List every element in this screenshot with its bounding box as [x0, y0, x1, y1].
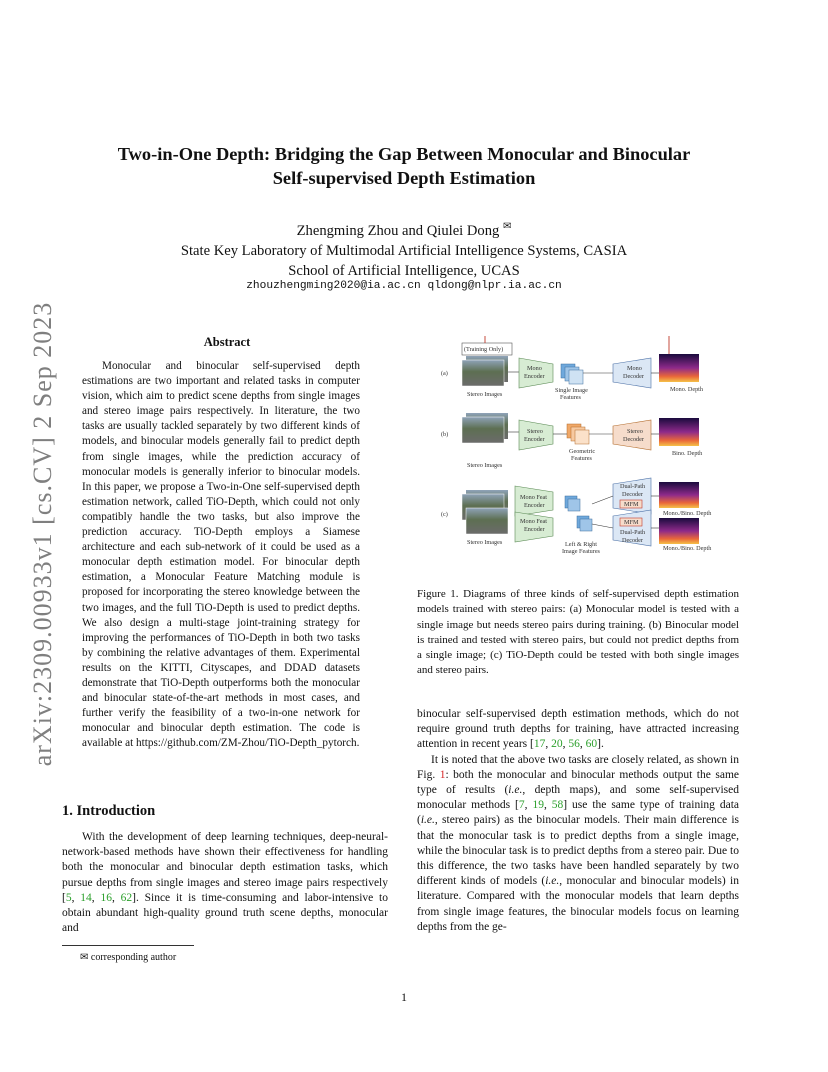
- citation-link[interactable]: 7: [518, 799, 525, 812]
- citation-link[interactable]: 19: [532, 799, 544, 812]
- author-names-line: [60, 217, 748, 241]
- footnote-text: corresponding author: [90, 952, 177, 963]
- mfm-label: MFM: [624, 501, 639, 508]
- title-line-1: Two-in-One Depth: Bridging the Gap Between Monocular and Binocular: [117, 144, 691, 164]
- stereo-decoder-label-2: Decoder: [623, 436, 644, 443]
- citation-link[interactable]: 62: [120, 891, 133, 904]
- mono-bino-depth-label-b: Mono./Bino. Depth: [663, 545, 712, 552]
- dual-path-decoder-label-b2: Decoder: [622, 537, 643, 544]
- affiliation-2: School of Artificial Intelligence, UCAS: [288, 262, 520, 279]
- arxiv-stamp: arXiv:2309.00933v1 [cs.CV] 2 Sep 2023: [28, 301, 57, 767]
- footnote-divider: [62, 945, 194, 946]
- figure-1-diagram: [437, 336, 727, 558]
- mfm-label-b: MFM: [624, 519, 639, 526]
- right-column-text: [417, 707, 739, 935]
- stereo-image-thumb: [462, 360, 504, 386]
- stereo-images-label-b: Stereo Images: [467, 462, 503, 469]
- abstract-heading: Abstract: [203, 335, 251, 349]
- page-number: 1: [401, 990, 407, 1004]
- stereo-encoder-label: Stereo: [527, 428, 543, 435]
- mono-feat-encoder-label: Mono Feat: [520, 494, 547, 501]
- citation-link[interactable]: 16: [100, 891, 112, 904]
- stereo-encoder-block: [519, 420, 553, 450]
- author-names: Zhengming Zhou and Qiulei Dong: [296, 222, 500, 239]
- mono-decoder-label: Mono: [627, 365, 642, 372]
- paper-title: [60, 142, 748, 190]
- title-line-2: Self-supervised Depth Estimation: [272, 168, 536, 188]
- affiliation-1: State Key Laboratory of Multimodal Artificial Intelligence Systems, CASIA: [180, 242, 628, 259]
- row-label-c: (c): [441, 511, 448, 518]
- training-only-label: (Training Only): [464, 346, 504, 353]
- citation-link[interactable]: 17: [533, 738, 546, 751]
- bino-depth-map: [659, 418, 699, 446]
- citation-link[interactable]: 60: [585, 738, 598, 751]
- mono-encoder-label: Mono: [527, 365, 542, 372]
- corresponding-envelope-icon: ✉: [502, 221, 512, 232]
- dual-path-decoder-label-2: Decoder: [622, 491, 643, 498]
- envelope-icon: ✉: [80, 952, 89, 963]
- citation-link[interactable]: 56: [568, 738, 580, 751]
- dual-path-decoder-label: Dual-Path: [620, 483, 646, 490]
- stereo-images-label: Stereo Images: [467, 391, 503, 398]
- mono-encoder-label-2: Encoder: [524, 373, 545, 380]
- introduction-paragraph: With the development of deep learning techniques, deep-neural-network-based methods have shown their effectiveness for handling both the monocular and binocular depth estimation tasks, which pursue depths from single images and stereo image pairs respectively [5, 14, 16, 62]. Since it is time-consuming and labor-intensive to obtain abundant high-quality ground truth scene depths, monocular and: [62, 831, 389, 935]
- citation-link[interactable]: 58: [551, 799, 564, 812]
- figure-1-caption: Figure 1. Diagrams of three kinds of self-supervised depth estimation models trained with stereo pairs: (a) Monocular model is tested with a single image but needs stereo pairs during training. (b) Binocular model is trained and tested with stereo pairs, but could not predict depths from a single image; (c) TiO-Depth could be tested with both single images and stereo pairs.: [417, 588, 739, 677]
- stereo-decoder-block: [613, 420, 651, 450]
- stereo-encoder-label-2: Encoder: [524, 436, 545, 443]
- stereo-decoder-label: Stereo: [627, 428, 643, 435]
- author-emails: zhouzhengming2020@ia.ac.cn qldong@nlpr.ia.ac.cn: [246, 280, 562, 292]
- single-image-features-label-2: Features: [560, 394, 581, 401]
- figure-ref-link[interactable]: 1: [439, 768, 446, 781]
- mono-feat-encoder-top: [515, 486, 553, 516]
- mono-bino-depth-map-bottom: [659, 518, 699, 544]
- mono-feat-encoder-label-b2: Encoder: [524, 526, 545, 533]
- author-block: [60, 217, 748, 281]
- mono-feat-encoder-label-2: Encoder: [524, 502, 545, 509]
- footnote: [80, 952, 176, 963]
- mono-bino-depth-label: Mono./Bino. Depth: [663, 510, 712, 517]
- bino-depth-label: Bino. Depth: [672, 450, 703, 457]
- geometric-features-label-2: Features: [571, 455, 592, 462]
- single-image-features-label: Single Image: [555, 387, 588, 394]
- dual-path-decoder-label-b: Dual-Path: [620, 529, 646, 536]
- lr-features-label: Left & Right: [565, 541, 597, 548]
- introduction-heading: 1. Introduction: [62, 803, 156, 819]
- abstract-text: Monocular and binocular self-supervised depth estimations are two important and related tasks in computer vision, which aim to predict scene depths from single images and stereo image pairs respectively. In literature, the two tasks are usually tackled separately by two different kinds of models, and binocular models generally fail to predict depth from single images, while the prediction accuracy of monocular models is generally inferior to binocular models. In this paper, we propose a Two-in-One self-supervised depth estimation network, called TiO-Depth, which could not only compatibly handle the two tasks, but also improve the prediction accuracy. TiO-Depth employs a Siamese architecture and each sub-network of it could be used as a monocular depth estimation model. For binocular depth estimation, a Monocular Feature Matching module is proposed for incorporating the stereo knowledge between the two images, and the full TiO-Depth is used to predict depths. We also design a multi-stage joint-training strategy for improving the performances of TiO-Depth in both two tasks by combining the relative advantages of them. Experimental results on the KITTI, Cityscapes, and DDAD datasets demonstrate that TiO-Depth outperforms both the monocular and binocular state-of-the-art methods in most cases, and further verify the feasibility of a two-in-one network for monocular and binocular depth estimation. The code is available at https://github.com/ZM-Zhou/TiO-Depth_pytorch.: [82, 360, 360, 750]
- citation-link[interactable]: 20: [551, 738, 563, 751]
- row-label-a: (a): [441, 370, 448, 377]
- mono-depth-map: [659, 354, 699, 382]
- mono-decoder-label-2: Decoder: [623, 373, 644, 380]
- mono-feat-encoder-label-b: Mono Feat: [520, 518, 547, 525]
- training-arrow: [485, 336, 669, 354]
- stereo-images-label-c: Stereo Images: [467, 539, 503, 546]
- lr-features-label-2: Image Features: [562, 548, 600, 555]
- mono-depth-label: Mono. Depth: [670, 386, 703, 393]
- right-paragraph-1: binocular self-supervised depth estimation methods, which do not require ground truth depths for training, have attracted increasing attention in recent years [17, 20, 56, 60].: [417, 708, 739, 751]
- row-label-b: (b): [441, 431, 449, 438]
- citation-link[interactable]: 14: [80, 891, 92, 904]
- citation-link[interactable]: 5: [65, 891, 72, 904]
- geometric-features-label: Geometric: [569, 448, 596, 455]
- right-paragraph-2: It is noted that the above two tasks are closely related, as shown in Fig. 1: both the monocular and binocular methods output the same type of results (i.e., depth maps), and some self-supervised monocular methods [7, 19, 58] use the same type of training data (i.e., stereo pairs) as the binocular models. Their main difference is that the monocular task is to predict depths from a single image, while the binocular task is to predict depths from a stereo pair. Due to this difference, the two tasks have been handled separately by two different kinds of models (i.e., monocular and binocular models) in literature. Compared with the monocular models that learn depths from single image features, the binocular models focus on learning depths from the ge-: [417, 753, 740, 933]
- mono-bino-depth-map-top: [659, 482, 699, 508]
